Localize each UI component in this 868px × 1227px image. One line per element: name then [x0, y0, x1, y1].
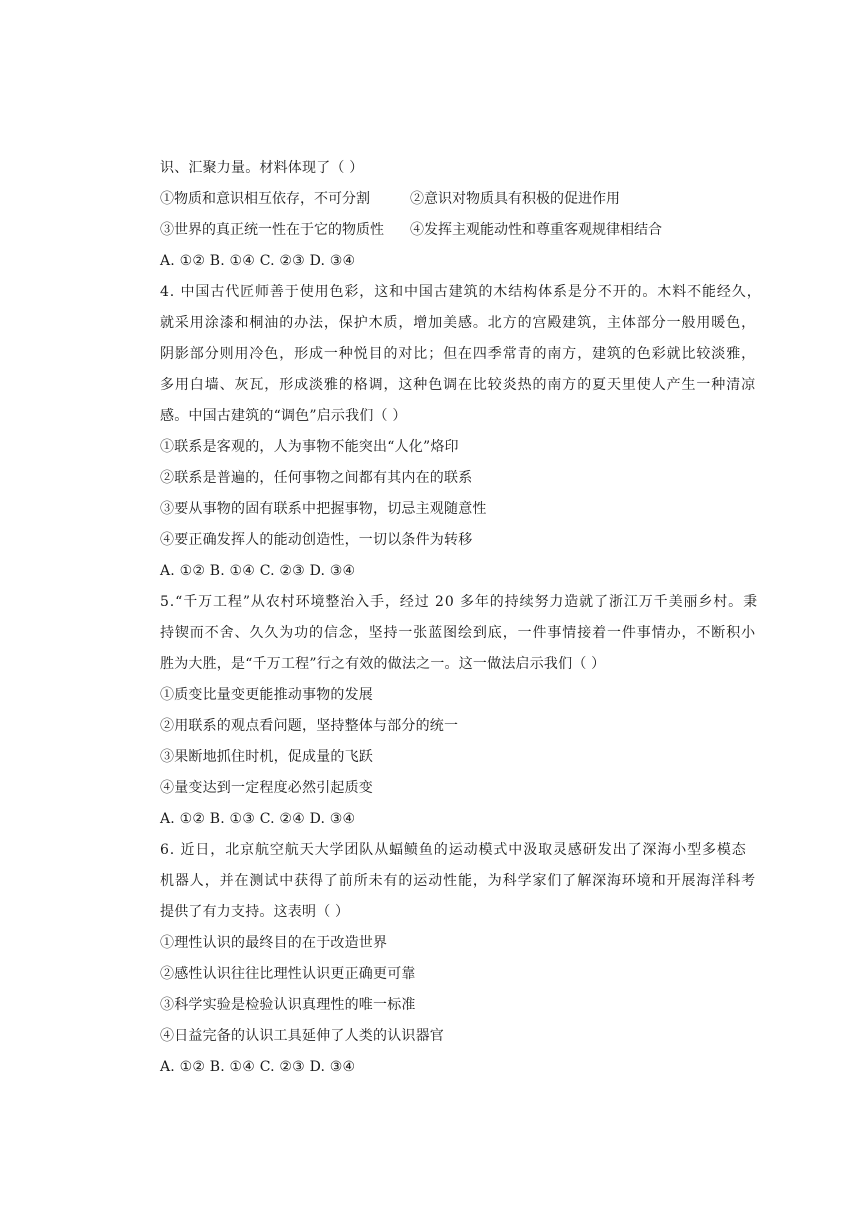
- q3-option-2: ②意识对物质具有积极的促进作用: [410, 191, 620, 207]
- q6-stem-line: 机器人，并在测试中获得了前所未有的运动性能，为科学家们了解深海环境和开展海洋科考: [160, 873, 756, 889]
- q5-answer-choices: A. ①② B. ①③ C. ②④ D. ③④: [160, 811, 356, 827]
- q6-option-2: ②感性认识往往比理性认识更正确更可靠: [160, 966, 416, 982]
- q3-option-4: ④发挥主观能动性和尊重客观规律相结合: [410, 222, 662, 238]
- q6-stem-line: 提供了有力支持。这表明（ ）: [160, 904, 350, 920]
- q4-option-1: ①联系是客观的，人为事物不能突出“人化”烙印: [160, 439, 459, 455]
- q5-option-4: ④量变达到一定程度必然引起质变: [160, 780, 373, 796]
- q6-option-4: ④日益完备的认识工具延伸了人类的认识器官: [160, 1028, 444, 1044]
- q4-option-2: ②联系是普遍的，任何事物之间都有其内在的联系: [160, 470, 473, 486]
- q5-stem-line: 胜为大胜，是“千万工程”行之有效的做法之一。这一做法启示我们（ ）: [160, 656, 606, 672]
- q3-stem-tail: 识、汇聚力量。材料体现了（ ）: [160, 160, 364, 176]
- q3-option-row-2: [160, 220, 662, 240]
- q5-stem-line: 5.“千万工程”从农村环境整治入手，经过 20 多年的持续努力造就了浙江万千美丽乡村。秉: [160, 594, 758, 610]
- q5-option-2: ②用联系的观点看问题，坚持整体与部分的统一: [160, 718, 459, 734]
- q6-option-3: ③科学实验是检验认识真理性的唯一标准: [160, 997, 416, 1013]
- q5-option-3: ③果断地抓住时机，促成量的飞跃: [160, 749, 373, 765]
- q3-option-row-1: [160, 189, 620, 209]
- q6-stem-line: 6. 近日，北京航空航天大学团队从蝠鲼鱼的运动模式中汲取灵感研发出了深海小型多模态: [160, 842, 747, 858]
- q4-stem-line: 就采用涂漆和桐油的办法，保护木质，增加美感。北方的宫殿建筑，主体部分一般用暖色，: [160, 315, 756, 331]
- q6-answer-choices: A. ①② B. ①④ C. ②③ D. ③④: [160, 1059, 356, 1075]
- q4-option-4: ④要正确发挥人的能动创造性，一切以条件为转移: [160, 532, 473, 548]
- q4-answer-choices: A. ①② B. ①④ C. ②③ D. ③④: [160, 563, 356, 579]
- q4-stem-line: 4. 中国古代匠师善于使用色彩，这和中国古建筑的木结构体系是分不开的。木料不能经久，: [160, 284, 762, 300]
- q5-option-1: ①质变比量变更能推动事物的发展: [160, 687, 373, 703]
- q6-option-1: ①理性认识的最终目的在于改造世界: [160, 935, 388, 951]
- q3-option-1: ①物质和意识相互依存，不可分割: [160, 191, 370, 207]
- q5-stem-line: 持锲而不舍、久久为功的信念，坚持一张蓝图绘到底，一件事情接着一件事情办，不断积小: [160, 625, 756, 641]
- q3-option-3: ③世界的真正统一性在于它的物质性: [160, 222, 384, 238]
- q4-stem-line: 多用白墙、灰瓦，形成淡雅的格调，这种色调在比较炎热的南方的夏天里使人产生一种清凉: [160, 377, 756, 393]
- q4-stem-line: 阴影部分则用冷色，形成一种悦目的对比；但在四季常青的南方，建筑的色彩就比较淡雅，: [160, 346, 756, 362]
- q4-stem-line: 感。中国古建筑的“调色”启示我们（ ）: [160, 408, 407, 424]
- q3-answer-choices: A. ①② B. ①④ C. ②③ D. ③④: [160, 253, 356, 269]
- q4-option-3: ③要从事物的固有联系中把握事物，切忌主观随意性: [160, 501, 487, 517]
